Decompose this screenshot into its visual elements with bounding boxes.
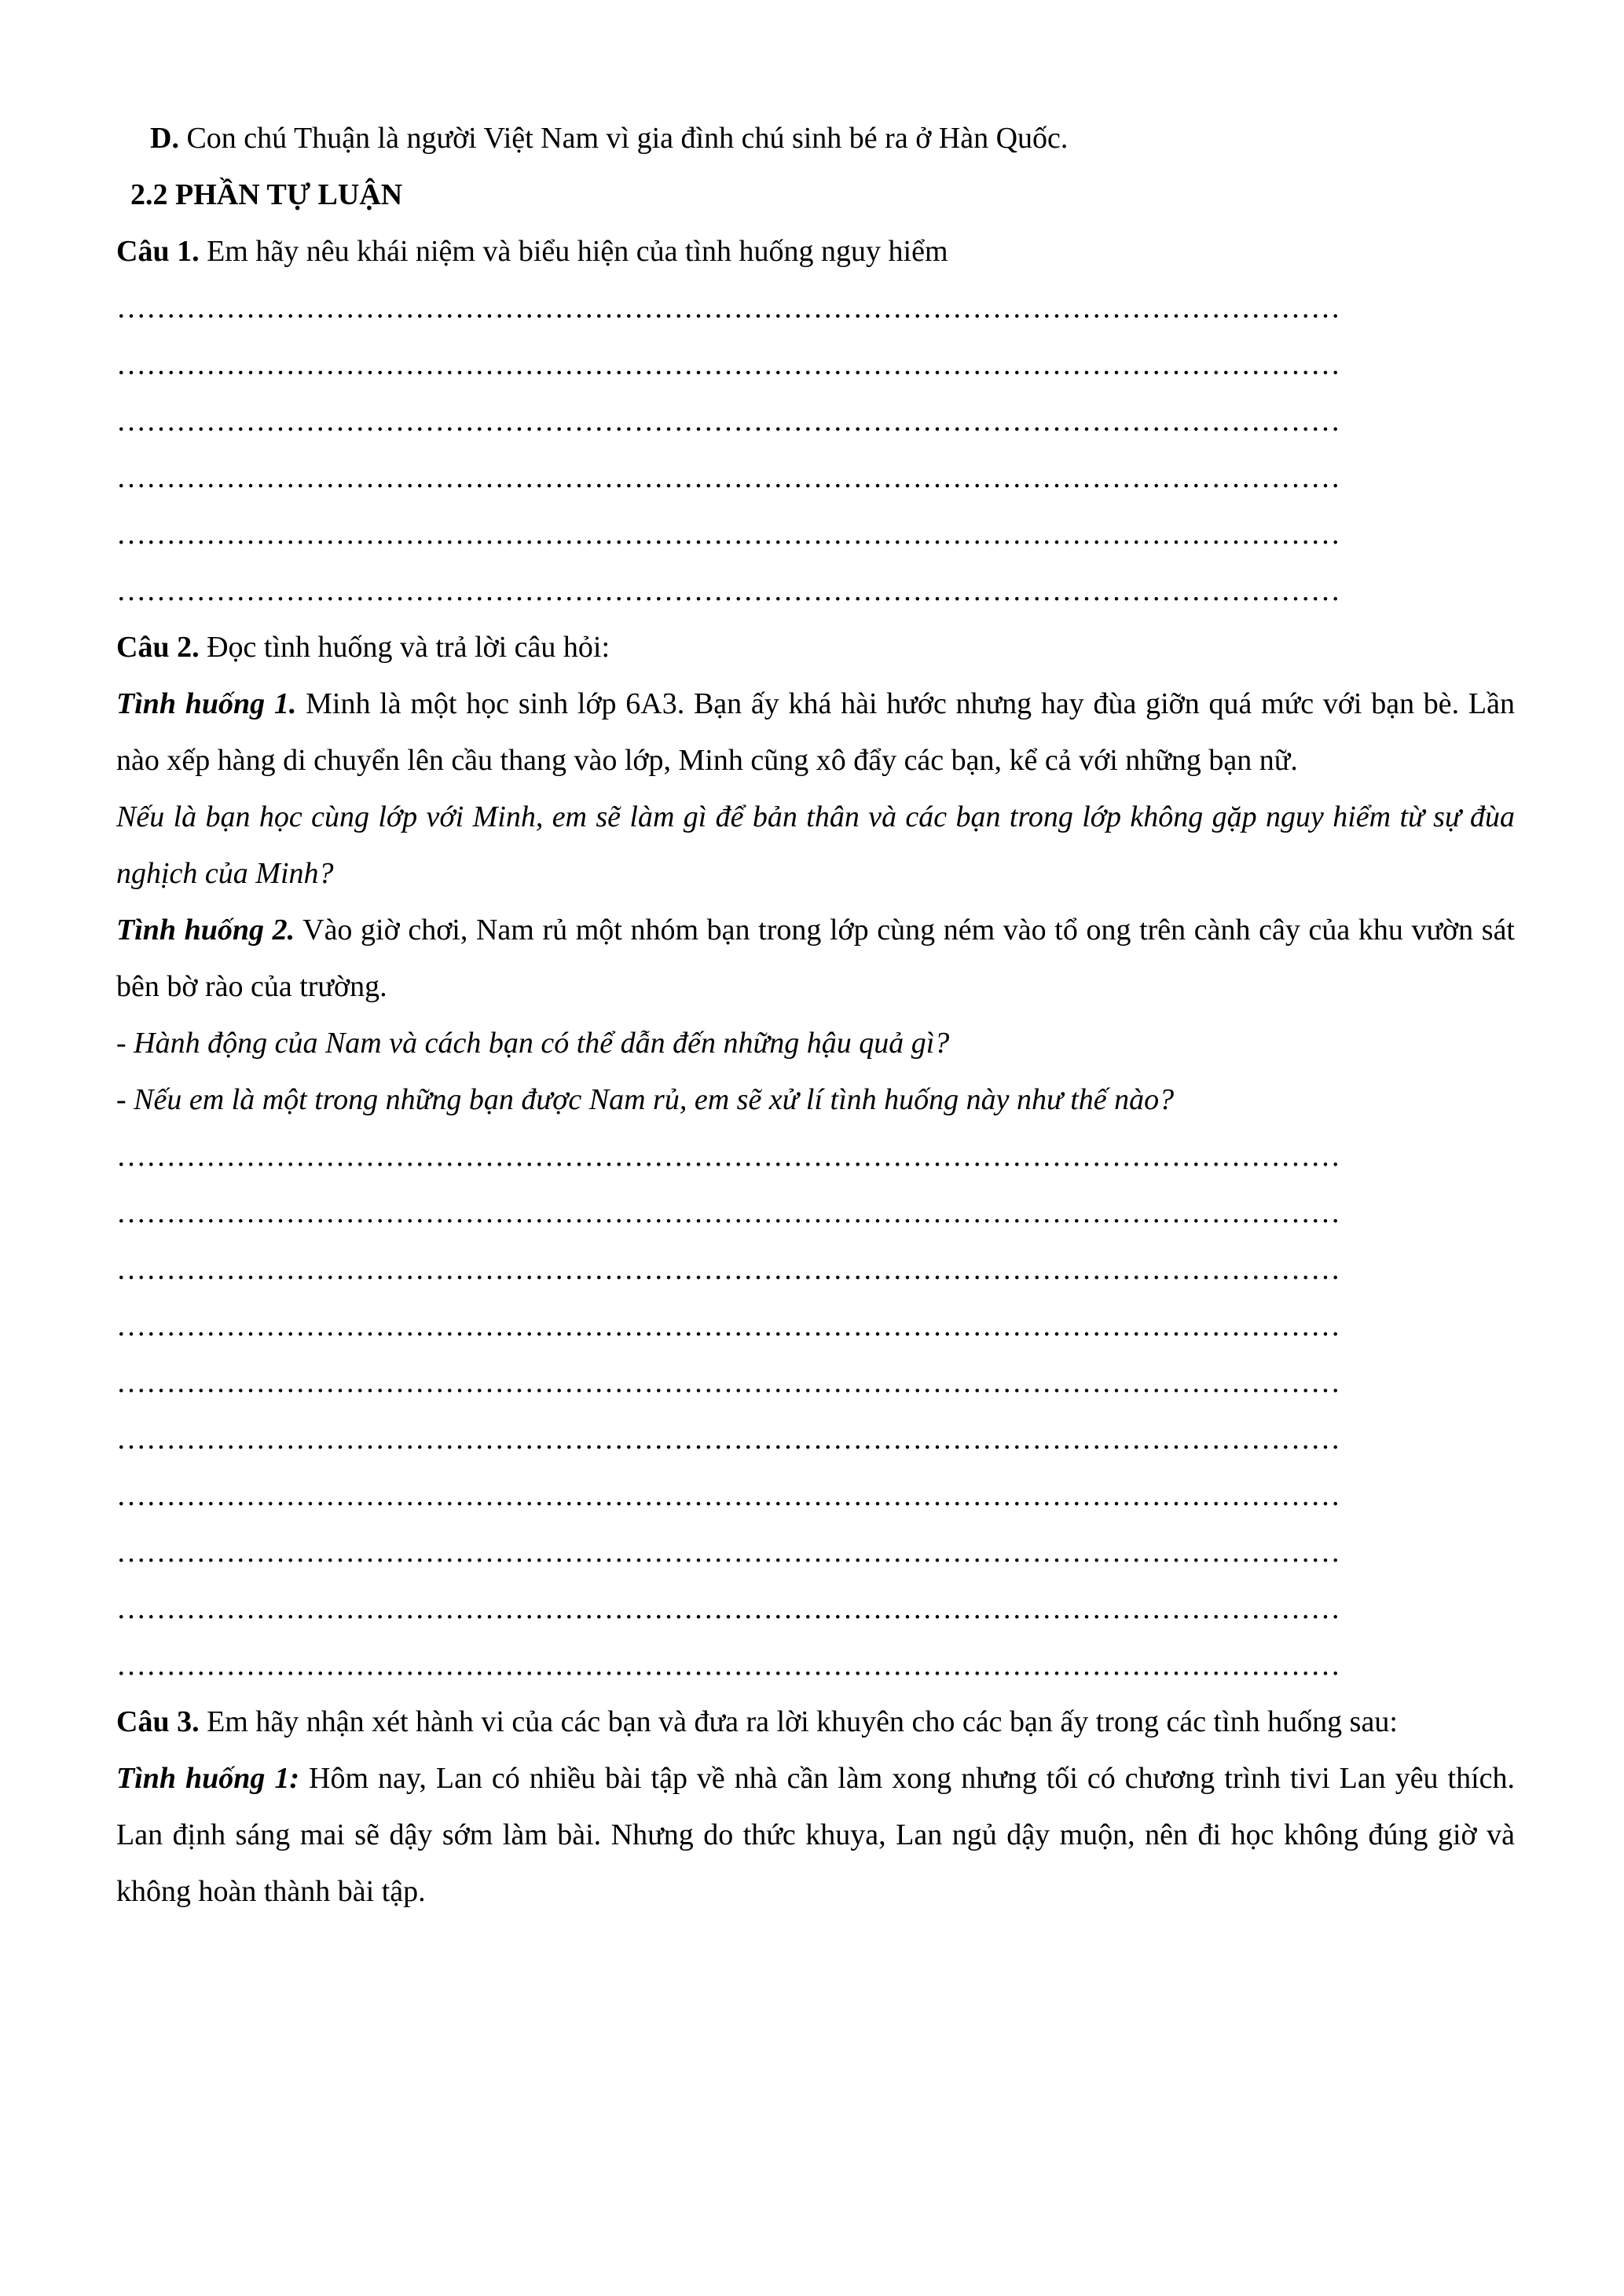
question-3	[116, 1694, 1515, 1750]
situation-2-text: Vào giờ chơi, Nam rủ một nhóm bạn trong lớp cùng ném vào tổ ong trên cành cây của khu vườn sát bên bờ rào của trường.	[116, 914, 1515, 1003]
situation-3-label: Tình huống 1:	[116, 1762, 300, 1795]
option-d-text: Con chú Thuận là người Việt Nam vì gia đình chú sinh bé ra ở Hàn Quốc.	[178, 122, 1069, 155]
question-2-label: Câu 2.	[116, 631, 200, 664]
answer-line: ……………………………………………………………………………………………………………	[116, 291, 1340, 324]
option-d-letter: D.	[150, 122, 179, 155]
question-1-label: Câu 1.	[116, 235, 200, 268]
answer-line: ……………………………………………………………………………………………………………	[116, 1253, 1340, 1286]
answer-line: ……………………………………………………………………………………………………………	[116, 1649, 1340, 1682]
answer-line: ……………………………………………………………………………………………………………	[116, 518, 1340, 551]
question-2	[116, 619, 1515, 676]
situation-1	[116, 676, 1515, 789]
answer-line: ……………………………………………………………………………………………………………	[116, 1140, 1340, 1173]
option-d	[116, 110, 1515, 167]
document-content	[116, 110, 1515, 1920]
situation-2	[116, 902, 1515, 1015]
question-1	[116, 223, 1515, 280]
answer-line: ……………………………………………………………………………………………………………	[116, 348, 1340, 381]
situation-2-question-a: - Hành động của Nam và cách bạn có thể dẫn đến những hậu quả gì?	[116, 1027, 950, 1060]
situation-1-question: Nếu là bạn học cùng lớp với Minh, em sẽ làm gì để bản thân và các bạn trong lớp không gặp nguy hiểm từ sự đùa nghịch của Minh?	[116, 800, 1515, 890]
answer-lines-q1	[116, 280, 1515, 619]
answer-line: ……………………………………………………………………………………………………………	[116, 1309, 1340, 1342]
answer-line: ……………………………………………………………………………………………………………	[116, 1592, 1340, 1625]
situation-1-text: Minh là một học sinh lớp 6A3. Bạn ấy khá hài hước nhưng hay đùa giỡn quá mức với bạn bè. Lần nào xếp hàng di chuyển lên cầu thang vào lớp, Minh cũng xô đẩy các bạn, kể cả với những bạn nữ.	[116, 687, 1515, 777]
answer-line: ……………………………………………………………………………………………………………	[116, 461, 1340, 494]
question-3-label: Câu 3.	[116, 1705, 200, 1738]
situation-2-label: Tình huống 2.	[116, 914, 295, 947]
situation-1-label: Tình huống 1.	[116, 687, 297, 720]
question-1-text: Em hãy nêu khái niệm và biểu hiện của tình huống nguy hiểm	[199, 235, 948, 268]
situation-2-question-b: - Nếu em là một trong những bạn được Nam rủ, em sẽ xử lí tình huống này như thế nào?	[116, 1083, 1175, 1116]
answer-line: ……………………………………………………………………………………………………………	[116, 1423, 1340, 1456]
answer-line: ……………………………………………………………………………………………………………	[116, 574, 1340, 607]
section-title: 2.2 PHẦN TỰ LUẬN	[130, 178, 403, 211]
question-2-text: Đọc tình huống và trả lời câu hỏi:	[199, 631, 610, 664]
answer-line: ……………………………………………………………………………………………………………	[116, 1536, 1340, 1569]
answer-line: ……………………………………………………………………………………………………………	[116, 1196, 1340, 1229]
answer-line: ……………………………………………………………………………………………………………	[116, 1366, 1340, 1399]
situation-3-text: Hôm nay, Lan có nhiều bài tập về nhà cần làm xong nhưng tối có chương trình tivi Lan yêu thích. Lan định sáng mai sẽ dậy sớm làm bài. Nhưng do thức khuya, Lan ngủ dậy muộn, nên đi học không đúng giờ và không hoàn thành bài tập.	[116, 1762, 1516, 1908]
question-3-text: Em hãy nhận xét hành vi của các bạn và đưa ra lời khuyên cho các bạn ấy trong các tình huống sau:	[199, 1705, 1398, 1738]
answer-lines-q2	[116, 1128, 1515, 1694]
situation-3	[116, 1750, 1515, 1920]
answer-line: ……………………………………………………………………………………………………………	[116, 405, 1340, 438]
answer-line: ……………………………………………………………………………………………………………	[116, 1479, 1340, 1512]
